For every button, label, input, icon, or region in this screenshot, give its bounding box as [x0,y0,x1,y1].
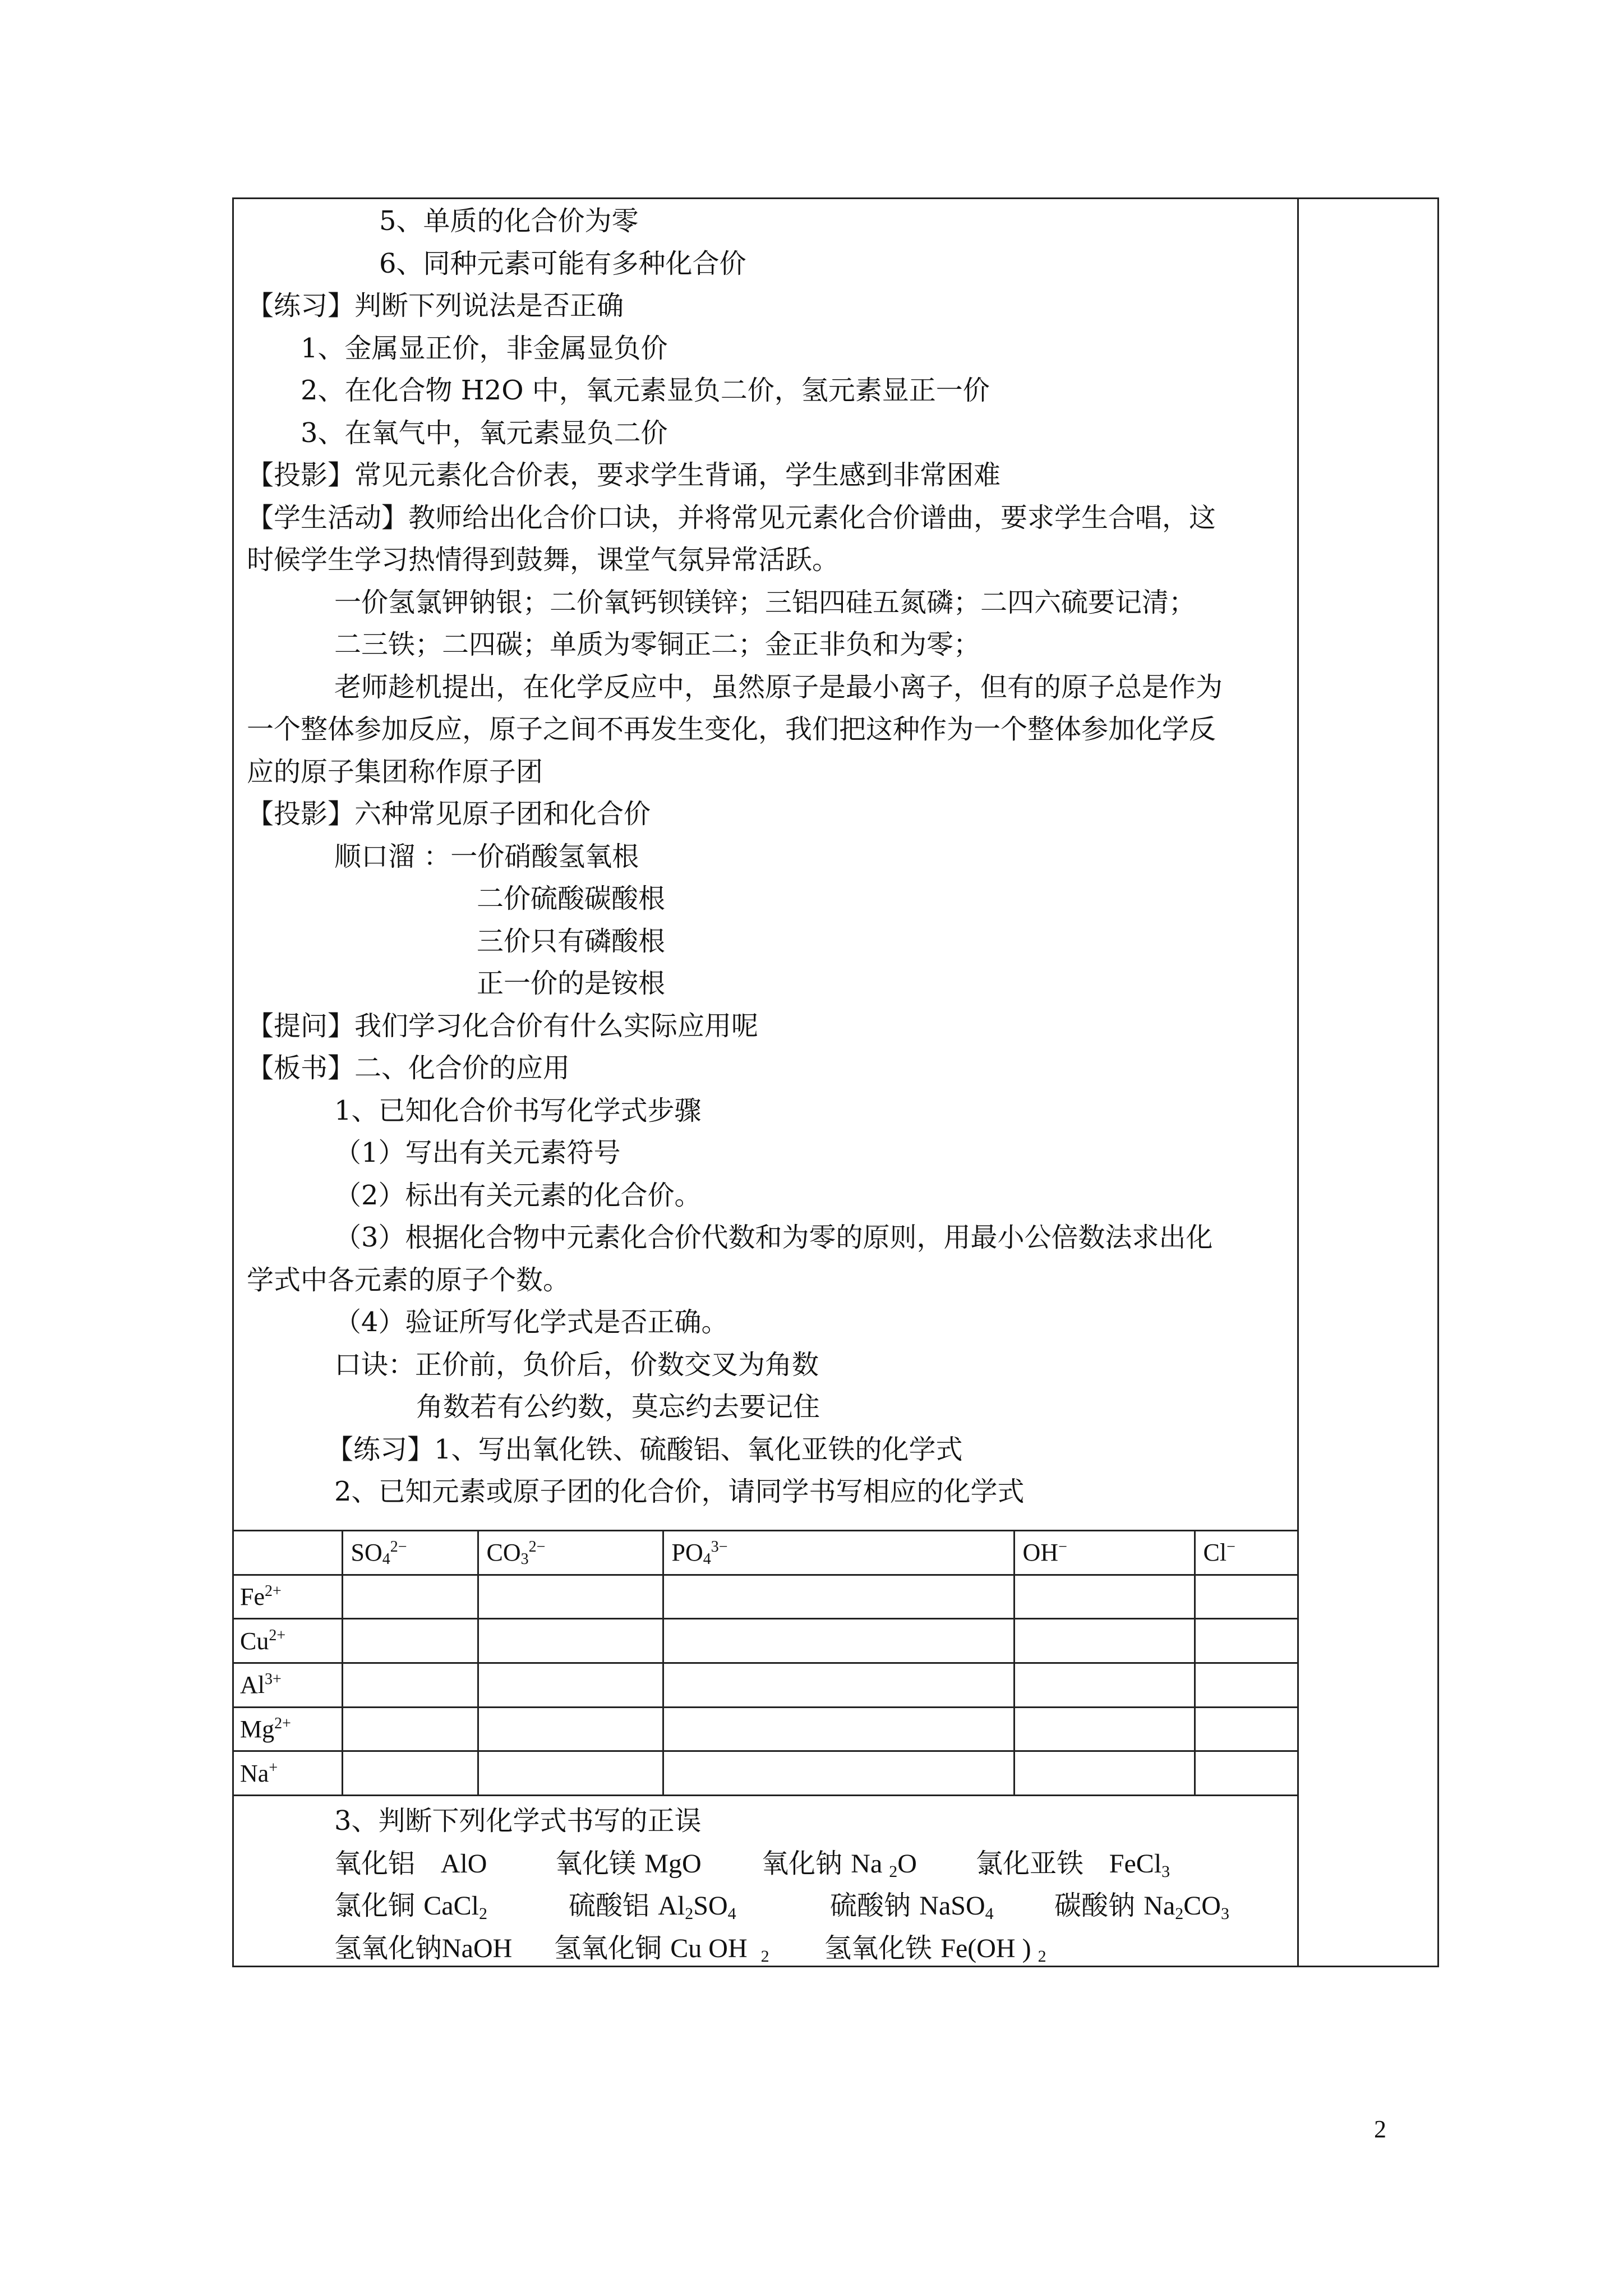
anion-header: Cl− [1195,1531,1299,1575]
cation-label: $Al^{3+}$ [232,1663,342,1707]
answer-cell [478,1707,663,1751]
text-line: 【练习】判断下列说法是否正确 [247,290,624,321]
judge-item: 氯化铜 CaCl$_2$ [334,1890,487,1923]
judge-item: 氧化镁 MgO [555,1848,702,1879]
text-line: （3）根据化合物中元素化合价代数和为零的原则，用最小公倍数法求出化 [334,1222,1213,1253]
anion-header: $SO_4^{2-}$ [342,1531,478,1575]
judge-item: 氢氧化钠NaOH [334,1932,513,1964]
judge-item: 氧化钠 Na $_2$O [762,1848,917,1881]
judge-item: 氯化亚铁 FeCl$_3$ [976,1848,1170,1881]
table-row [232,1663,1299,1707]
page-number: 2 [1374,2115,1386,2143]
text-line: （1）写出有关元素符号 [334,1137,621,1168]
answer-cell [1195,1619,1299,1663]
text-line: 2、在化合物 H2O 中，氧元素显负二价，氢元素显正一价 [301,375,990,406]
text-line: 二价硫酸碳酸根 [477,883,666,914]
table-corner-cell [232,1531,342,1575]
text-line: 老师趁机提出，在化学反应中，虽然原子是最小离子，但有的原子总是作为 [334,671,1223,703]
answer-cell [663,1619,1014,1663]
anion-header: OH− [1014,1531,1195,1575]
text-line: 2、已知元素或原子团的化合价，请同学书写相应的化学式 [334,1476,1025,1507]
text-line: 一价氢氯钾钠银；二价氧钙钡镁锌；三铝四硅五氮磷；二四六硫要记清； [334,587,1196,618]
table-row [232,1619,1299,1663]
text-line: 5、单质的化合价为零 [379,205,639,237]
text-line: （4）验证所写化学式是否正确。 [334,1306,728,1338]
answer-cell [478,1663,663,1707]
judge-item: 氧化铝 AlO [334,1848,487,1879]
anion-header: $PO_4^{3-}$ [663,1531,1014,1575]
text-line: 【学生活动】教师给出化合价口诀，并将常见元素化合价谱曲，要求学生合唱，这 [247,502,1216,533]
answer-cell [1195,1575,1299,1619]
judge-item: 硫酸钠 NaSO$_4$ [830,1890,994,1923]
answer-cell [342,1575,478,1619]
cation-label: Na+ [232,1751,342,1796]
answer-cell [1195,1707,1299,1751]
cation-label: $Fe^{2+}$ [232,1575,342,1619]
answer-cell [1014,1619,1195,1663]
text-line: 【投影】常见元素化合价表，要求学生背诵，学生感到非常困难 [247,459,1001,491]
table-row [232,1751,1299,1796]
answer-cell [663,1751,1014,1796]
answer-cell [663,1663,1014,1707]
answer-cell [478,1751,663,1796]
text-line: 二三铁；二四碳；单质为零铜正二；金正非负和为零； [334,629,981,660]
table-row [232,1707,1299,1751]
answer-cell [342,1663,478,1707]
text-line: 角数若有公约数，莫忘约去要记住 [416,1391,820,1423]
answer-cell [342,1619,478,1663]
formula-exercise-table [232,1530,1299,1796]
answer-cell [1014,1751,1195,1796]
text-line: 时候学生学习热情得到鼓舞，课堂气氛异常活跃。 [247,544,840,576]
answer-cell [1195,1751,1299,1796]
answer-cell [1014,1663,1195,1707]
judge-title: 3、判断下列化学式书写的正误 [334,1805,702,1837]
judge-item: 碳酸钠 $Na_2CO_3$ [1054,1890,1229,1923]
judge-item: 硫酸铝 $Al_2SO_4$ [569,1890,736,1923]
text-line: 【投影】六种常见原子团和化合价 [247,798,651,830]
text-line: 顺口溜 ：一价硝酸氢氧根 [334,841,639,872]
text-line: 三价只有磷酸根 [477,926,666,957]
text-line: 正一价的是铵根 [477,968,666,999]
answer-cell [342,1751,478,1796]
text-line: 应的原子集团称作原子团 [247,756,543,788]
text-line: 学式中各元素的原子个数。 [247,1264,570,1296]
text-line: （2）标出有关元素的化合价。 [334,1180,702,1211]
text-line: 一个整体参加反应，原子之间不再发生变化，我们把这种作为一个整体参加化学反 [247,714,1216,745]
answer-cell [1014,1575,1195,1619]
answer-cell [1195,1663,1299,1707]
answer-cell [1014,1707,1195,1751]
cation-label: $Mg^{2+}$ [232,1707,342,1751]
text-line: 3、在氧气中，氧元素显负二价 [301,417,668,449]
anion-header: $CO_3^{2-}$ [478,1531,663,1575]
text-line: 1、金属显正价，非金属显负价 [301,333,668,364]
text-line: 1、已知化合价书写化学式步骤 [334,1095,702,1126]
answer-cell [478,1619,663,1663]
table-row [232,1575,1299,1619]
text-line: 6、同种元素可能有多种化合价 [379,248,746,279]
answer-cell [342,1707,478,1751]
cation-label: $Cu^{2+}$ [232,1619,342,1663]
answer-cell [663,1575,1014,1619]
text-line: 【提问】我们学习化合价有什么实际应用呢 [247,1010,759,1042]
judge-item: 氢氧化铜 Cu OH $_2$ [554,1932,769,1966]
judge-item: 氢氧化铁 Fe(OH ) $_2$ [824,1932,1046,1966]
answer-cell [663,1707,1014,1751]
table-header-row [232,1531,1299,1575]
answer-cell [478,1575,663,1619]
text-line: 口诀：正价前，负价后，价数交叉为角数 [334,1349,819,1381]
text-line: 【练习】1、写出氧化铁、硫酸铝、氧化亚铁的化学式 [326,1434,963,1465]
text-line: 【板书】二、化合价的应用 [247,1052,570,1084]
